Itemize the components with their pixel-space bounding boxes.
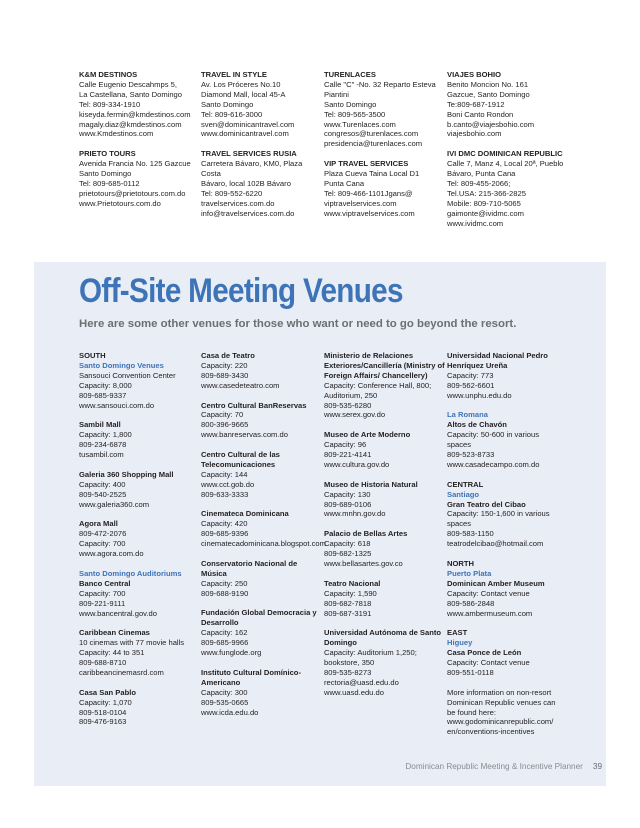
entry-detail: www.uasd.edu.do [324,687,384,697]
page-number: 39 [592,762,602,771]
venues-column-3 [324,351,446,708]
entry-detail: bookstore, 350 [324,658,375,668]
entry-detail: Te:809-687-1912 [447,99,505,109]
entry-detail: Tel: 809-334-1910 [79,99,141,109]
entry-detail: Capacity: Contact venue [447,658,530,668]
entry-name: Galeria 360 Shopping Mall [79,469,174,479]
venue-entry [324,628,446,697]
entry-detail: 809-682-1325 [324,549,372,559]
entry-name: VIAJES BOHIO [447,70,502,79]
entry-detail: Santo Domingo [79,169,132,179]
entry-detail: 809-688-9190 [201,588,249,598]
entry-name: PRIETO TOURS [79,149,136,159]
entry-detail: Gazcue, Santo Domingo [447,89,530,99]
section-subtitle: Here are some other venues for those who want or need to go beyond the resort. [79,318,517,330]
entry-detail: travelservices.com.do [201,198,275,208]
entry-detail: www.cct.gob.do [201,479,255,489]
entry-detail: Capacity: Auditorium 1,250; [324,648,417,658]
venue-entry [447,351,569,401]
dmc-entry [201,70,323,139]
region-heading: SOUTH [79,351,106,360]
entry-detail: 809-688-8710 [79,658,127,668]
entry-detail: 809-476-9163 [79,717,127,727]
entry-detail: Carretera Bávaro, KM0, Plaza [201,159,303,169]
entry-detail: 809-518-0104 [79,707,127,717]
entry-detail: www.sansouci.com.do [79,400,155,410]
entry-detail: www.ividmc.com [447,218,504,228]
entry-detail: cinematecadominicana.blogspot.com [201,539,326,549]
dmc-entry [324,70,446,149]
entry-name: Dominican Amber Museum [447,578,545,588]
entry-name: Teatro Nacional [324,578,381,588]
entry-detail: Calle Eugenio Descahmps 5, [79,79,177,89]
entry-name: Sambil Mall [79,420,121,430]
entry-detail: Capacity: 250 [201,578,248,588]
entry-detail: 809-633-3333 [201,489,249,499]
entry-detail: www.agora.com.do [79,549,144,559]
entry-name: IVI DMC DOMINICAN REPUBLIC [447,149,563,159]
venue-entry [79,351,201,410]
entry-name: TRAVEL IN STYLE [201,70,267,79]
entry-detail: La Castellana, Santo Domingo [79,89,183,99]
entry-detail: Tel: 809-685-0112 [79,178,140,188]
entry-detail: www.dominicantravel.com [201,129,289,139]
entry-detail: Capacity: 162 [201,628,248,638]
entry-detail: Tel: 809-552-6220 [201,188,263,198]
entry-detail: www.viptravelservices.com [324,208,415,218]
entry-detail: 809-562-6601 [447,380,495,390]
entry-detail: 809-221-4141 [324,450,372,460]
entry-detail: Avenida Francia No. 125 Gazcue [79,159,191,169]
entry-detail: prietotours@prietotours.com.do [79,188,186,198]
entry-detail: caribbeancinemasrd.com [79,667,164,677]
entry-name: Casa San Pablo [79,687,136,697]
venues-column-2 [201,351,326,727]
entry-detail: www.Prietotours.com.do [79,198,161,208]
entry-detail: Plaza Cueva Taina Local D1 [324,169,420,179]
entry-detail: Capacity: 300 [201,687,248,697]
entry-detail: magaly.diaz@kmdestinos.com [79,119,182,129]
entry-detail: www.icda.edu.do [201,707,259,717]
entry-detail: Capacity: 96 [324,440,367,450]
entry-detail: Costa [201,169,221,179]
entry-name: Cinemateca Dominicana [201,509,289,519]
entry-detail: Tel: 809-466-1101Jgans@ [324,188,413,198]
area-heading: Santiago [447,489,480,499]
entry-detail: More information on non-resort [447,687,552,697]
entry-name: Fundación Global Democracia y Desarrollo [201,608,317,628]
dmc-entry [324,159,446,218]
venue-entry [79,628,201,678]
venue-entry [79,519,201,559]
entry-detail: Capacity: 700 [79,539,126,549]
entry-detail: Calle "C" -No. 32 Reparto Esteva [324,79,436,89]
area-heading: La Romana [447,410,488,420]
publication-name: Dominican Republic Meeting & Incentive Planner [405,762,583,771]
entry-name: Agora Mall [79,519,118,529]
dmc-entry [447,149,569,228]
entry-detail: www.unphu.edu.do [447,390,512,400]
entry-detail: www.cultura.gov.do [324,459,390,469]
entry-name: Universidad Nacional Pedro Henríquez Ureña [447,351,548,370]
entry-detail: gaimonte@ividmc.com [447,208,524,218]
entry-detail: kiseyda.fermin@kmdestinos.com [79,109,191,119]
page-footer [405,762,602,771]
dmc-entry [79,149,201,208]
venue-entry [324,351,446,420]
entry-name: K&M DESTINOS [79,70,138,79]
dmc-column-1 [79,70,201,219]
region-heading: EAST [447,628,468,638]
entry-detail: Capacity: 420 [201,519,248,529]
entry-detail: www.serex.gov.do [324,410,386,420]
entry-name: Altos de Chavón [447,420,507,430]
entry-detail: Bávaro, local 102B Bávaro [201,178,291,188]
entry-name: Museo de Arte Moderno [324,430,411,440]
entry-detail: Capacity: 8,000 [79,380,132,390]
entry-detail: 809-551-0118 [447,667,494,677]
venue-entry [201,559,323,599]
venue-entry [447,688,569,738]
entry-name: TRAVEL SERVICES RUSIA [201,149,297,159]
entry-name: Centro Cultural BanReservas [201,400,307,410]
entry-detail: Sansouci Convention Center [79,370,176,380]
dmc-column-4 [447,70,569,238]
entry-detail: tusambil.com [79,450,124,460]
entry-detail: www.godominicanrepublic.com/ [447,717,554,727]
entry-detail: 809-685-9966 [201,638,249,648]
entry-name: Palacio de Bellas Artes [324,529,408,539]
entry-detail: 809-523-8733 [447,450,495,460]
entry-name: Casa Ponce de León [447,648,522,658]
venue-entry [447,559,569,618]
entry-detail: Dominican Republic venues can [447,697,556,707]
entry-detail: 809-472-2076 [79,529,127,539]
venue-entry [79,420,201,460]
venue-entry [201,450,323,500]
entry-detail: Capacity: 400 [79,479,126,489]
entry-detail: 809-234-6878 [79,440,127,450]
entry-detail: b.canto@viajesbohio.com [447,119,535,129]
entry-detail: Capacity: 50-600 in various [447,430,540,440]
dmc-entry [79,70,201,139]
entry-name: VIP TRAVEL SERVICES [324,159,409,169]
entry-name: Banco Central [79,578,131,588]
entry-detail: Capacity: 1,800 [79,430,132,440]
entry-detail: viajesbohio.com [447,129,502,139]
entry-detail: Santo Domingo [201,99,254,109]
entry-detail: be found here: [447,707,496,717]
entry-detail: Capacity: 1,590 [324,588,377,598]
region-heading: CENTRAL [447,479,484,489]
dmc-entry [201,149,323,218]
venues-column-4 [447,351,569,747]
entry-name: Universidad Autónoma de Santo Domingo [324,628,442,648]
entry-detail: 10 cinemas with 77 movie halls [79,638,185,648]
area-heading: Puerto Plata [447,568,492,578]
entry-name: Casa de Teatro [201,351,255,360]
entry-detail: www.Kmdestinos.com [79,129,154,139]
venues-column-1 [79,351,201,737]
entry-detail: viptravelservices.com [324,198,397,208]
entry-detail: Capacity: 150-1,600 in various [447,509,550,519]
venue-entry [447,410,569,469]
entry-detail: Calle 7, Manz 4, Local 20ª, Pueblo [447,159,564,169]
entry-detail: Av. Los Próceres No.10 [201,79,281,89]
entry-detail: 809-685-9337 [79,390,127,400]
venue-entry [79,569,201,619]
entry-detail: 809-535-6280 [324,400,372,410]
entry-detail: 809-586-2848 [447,598,495,608]
entry-detail: Tel.USA: 215-366-2825 [447,188,526,198]
entry-name: Ministerio de Relaciones Exteriores/Cancillería (Ministry of Foreign Affairs/ Chancellery) [324,351,445,380]
entry-detail: www.funglode.org [201,648,262,658]
entry-detail: spaces [447,519,472,529]
entry-detail: presidencia@turenlaces.com [324,139,423,149]
venue-entry [324,430,446,470]
entry-detail: Boni Canto Rondon [447,109,514,119]
entry-detail: Capacity: 144 [201,469,248,479]
entry-detail: Capacity: 773 [447,370,494,380]
entry-name: TURENLACES [324,70,376,79]
entry-detail: teatrodelcibao@hotmail.com [447,539,544,549]
entry-detail: 809-221-9111 [79,598,126,608]
area-heading: Higuey [447,638,473,648]
region-heading: NORTH [447,558,474,568]
entry-detail: 809-535-0665 [201,697,249,707]
entry-detail: 809-540-2525 [79,489,127,499]
entry-detail: Capacity: 130 [324,489,371,499]
venue-entry [324,480,446,520]
venue-entry [447,480,569,549]
entry-detail: 809-685-9396 [201,529,249,539]
venue-entry [201,351,323,391]
area-heading: Santo Domingo Auditoriums [79,568,182,578]
venue-entry [79,470,201,510]
entry-detail: 809-689-3430 [201,370,249,380]
entry-detail: www.galeria360.com [79,499,150,509]
entry-detail: Capacity: Conference Hall, 800; [324,380,432,390]
entry-detail: Tel: 809-455-2066; [447,178,511,188]
entry-detail: spaces [447,440,472,450]
section-title: Off-Site Meeting Venues [79,272,403,310]
entry-detail: en/conventions-incentives [447,727,535,737]
entry-detail: www.Turenlaces.com [324,119,396,129]
entry-detail: Capacity: 1,070 [79,697,132,707]
entry-detail: Bávaro, Punta Cana [447,169,516,179]
entry-detail: sven@dominicantravel.com [201,119,295,129]
venue-entry [201,401,323,441]
entry-detail: 809-689-0106 [324,499,372,509]
entry-detail: Santo Domingo [324,99,377,109]
entry-detail: Tel: 809-565-3500 [324,109,386,119]
entry-detail: 809-687-3191 [324,608,372,618]
entry-detail: Diamond Mall, local 45-A [201,89,286,99]
venue-entry [324,529,446,569]
entry-detail: Tel: 809-616-3000 [201,109,263,119]
entry-detail: 809-535-8273 [324,667,372,677]
entry-detail: 809-682-7818 [324,598,372,608]
entry-detail: 809-583-1150 [447,529,494,539]
entry-name: Instituto Cultural Domínico-Americano [201,667,301,687]
entry-detail: Capacity: 70 [201,410,244,420]
entry-detail: www.mnhn.gov.do [324,509,386,519]
entry-detail: congresos@turenlaces.com [324,129,419,139]
entry-detail: Auditorium, 250 [324,390,378,400]
entry-detail: www.bancentral.gov.do [79,608,157,618]
entry-detail: Capacity: Contact venue [447,588,530,598]
venue-entry [201,608,323,658]
venue-entry [447,628,569,678]
venue-entry [201,509,326,549]
entry-detail: Benito Moncion No. 161 [447,79,529,89]
entry-detail: Punta Cana [324,178,365,188]
entry-name: Caribbean Cinemas [79,628,150,638]
entry-name: Gran Teatro del Cibao [447,499,526,509]
entry-detail: Capacity: 44 to 351 [79,648,145,658]
entry-detail: info@travelservices.com.do [201,208,295,218]
venue-entry [79,688,201,728]
venue-entry [324,579,446,619]
entry-detail: rectoria@uasd.edu.do [324,677,399,687]
entry-name: Museo de Historia Natural [324,479,418,489]
entry-name: Centro Cultural de las Telecomunicaciones [201,450,280,469]
entry-detail: 800-396-9665 [201,420,249,430]
entry-detail: www.ambermuseum.com [447,608,533,618]
dmc-entry [447,70,569,139]
entry-detail: www.casadecampo.com.do [447,459,540,469]
entry-detail: www.banreservas.com.do [201,430,288,440]
area-heading: Santo Domingo Venues [79,360,164,370]
dmc-column-3 [324,70,446,228]
entry-name: Conservatorio Nacional de Música [201,558,298,578]
entry-detail: Capacity: 220 [201,360,248,370]
entry-detail: Mobile: 809-710-5065 [447,198,521,208]
venue-entry [201,668,323,718]
entry-detail: Capacity: 700 [79,588,126,598]
entry-detail: Piantini [324,89,349,99]
entry-detail: Capacity: 618 [324,539,371,549]
entry-detail: www.bellasartes.gov.co [324,558,403,568]
dmc-column-2 [201,70,323,228]
entry-detail: www.casedeteatro.com [201,380,280,390]
